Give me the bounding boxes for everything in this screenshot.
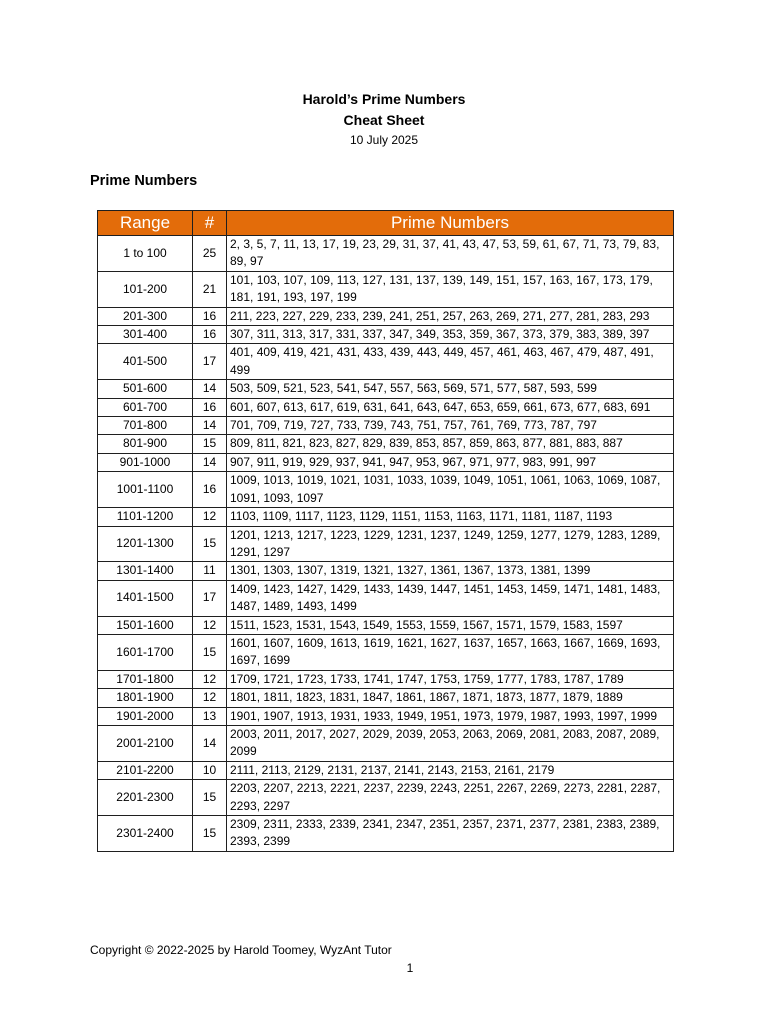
table-row [98, 761, 674, 779]
table-row [98, 344, 674, 380]
count-cell: 14 [193, 453, 227, 471]
primes-cell: 907, 911, 919, 929, 937, 941, 947, 953, 967, 971, 977, 983, 991, 997 [227, 453, 674, 471]
table-row [98, 417, 674, 435]
column-header-count: # [193, 211, 227, 236]
count-cell: 16 [193, 472, 227, 508]
count-cell: 15 [193, 780, 227, 816]
count-cell: 14 [193, 417, 227, 435]
primes-cell: 401, 409, 419, 421, 431, 433, 439, 443, 449, 457, 461, 463, 467, 479, 487, 491, 499 [227, 344, 674, 380]
primes-cell: 2, 3, 5, 7, 11, 13, 17, 19, 23, 29, 31, 37, 41, 43, 47, 53, 59, 61, 67, 71, 73, 79, 83, 89, 97 [227, 236, 674, 272]
count-cell: 13 [193, 707, 227, 725]
count-cell: 12 [193, 616, 227, 634]
range-cell: 1401-1500 [98, 580, 193, 616]
primes-cell: 2203, 2207, 2213, 2221, 2237, 2239, 2243, 2251, 2267, 2269, 2273, 2281, 2287, 2293, 2297 [227, 780, 674, 816]
table-row [98, 580, 674, 616]
count-cell: 12 [193, 689, 227, 707]
table-row [98, 670, 674, 688]
table-row [98, 236, 674, 272]
range-cell: 1601-1700 [98, 634, 193, 670]
table-row [98, 725, 674, 761]
table-row [98, 398, 674, 416]
count-cell: 17 [193, 580, 227, 616]
count-cell: 12 [193, 670, 227, 688]
primes-cell: 211, 223, 227, 229, 233, 239, 241, 251, 257, 263, 269, 271, 277, 281, 283, 293 [227, 307, 674, 325]
table-row [98, 526, 674, 562]
range-cell: 601-700 [98, 398, 193, 416]
range-cell: 1201-1300 [98, 526, 193, 562]
primes-cell: 1301, 1303, 1307, 1319, 1321, 1327, 1361, 1367, 1373, 1381, 1399 [227, 562, 674, 580]
primes-cell: 1103, 1109, 1117, 1123, 1129, 1151, 1153, 1163, 1171, 1181, 1187, 1193 [227, 508, 674, 526]
range-cell: 1501-1600 [98, 616, 193, 634]
range-cell: 801-900 [98, 435, 193, 453]
primes-cell: 307, 311, 313, 317, 331, 337, 347, 349, 353, 359, 367, 373, 379, 383, 389, 397 [227, 326, 674, 344]
count-cell: 16 [193, 398, 227, 416]
document-subtitle: Cheat Sheet [343, 112, 425, 128]
table-row [98, 508, 674, 526]
table-row [98, 634, 674, 670]
primes-cell: 1801, 1811, 1823, 1831, 1847, 1861, 1867, 1871, 1873, 1877, 1879, 1889 [227, 689, 674, 707]
range-cell: 401-500 [98, 344, 193, 380]
count-cell: 10 [193, 761, 227, 779]
primes-cell: 503, 509, 521, 523, 541, 547, 557, 563, 569, 571, 577, 587, 593, 599 [227, 380, 674, 398]
range-cell: 2101-2200 [98, 761, 193, 779]
count-cell: 14 [193, 380, 227, 398]
primes-cell: 809, 811, 821, 823, 827, 829, 839, 853, 857, 859, 863, 877, 881, 883, 887 [227, 435, 674, 453]
document-date: 10 July 2025 [349, 133, 419, 147]
primes-cell: 1709, 1721, 1723, 1733, 1741, 1747, 1753, 1759, 1777, 1783, 1787, 1789 [227, 670, 674, 688]
primes-cell: 1601, 1607, 1609, 1613, 1619, 1621, 1627, 1637, 1657, 1663, 1667, 1669, 1693, 1697, 1699 [227, 634, 674, 670]
table-row [98, 689, 674, 707]
table-row [98, 326, 674, 344]
range-cell: 301-400 [98, 326, 193, 344]
range-cell: 2201-2300 [98, 780, 193, 816]
range-cell: 1001-1100 [98, 472, 193, 508]
range-cell: 1901-2000 [98, 707, 193, 725]
primes-cell: 101, 103, 107, 109, 113, 127, 131, 137, 139, 149, 151, 157, 163, 167, 173, 179, 181, 191, 193, 197, 199 [227, 271, 674, 307]
primes-cell: 1409, 1423, 1427, 1429, 1433, 1439, 1447, 1451, 1453, 1459, 1471, 1481, 1483, 1487, 1489, 1493, 1499 [227, 580, 674, 616]
count-cell: 16 [193, 307, 227, 325]
count-cell: 12 [193, 508, 227, 526]
count-cell: 17 [193, 344, 227, 380]
table-row [98, 307, 674, 325]
table-row [98, 780, 674, 816]
count-cell: 15 [193, 634, 227, 670]
column-header-primes: Prime Numbers [227, 211, 674, 236]
table-row [98, 271, 674, 307]
table-row [98, 707, 674, 725]
page-number: 1 [406, 961, 414, 975]
primes-cell: 1901, 1907, 1913, 1931, 1933, 1949, 1951, 1973, 1979, 1987, 1993, 1997, 1999 [227, 707, 674, 725]
count-cell: 15 [193, 816, 227, 852]
range-cell: 1301-1400 [98, 562, 193, 580]
prime-numbers-table [97, 210, 674, 852]
range-cell: 701-800 [98, 417, 193, 435]
count-cell: 14 [193, 725, 227, 761]
count-cell: 15 [193, 435, 227, 453]
primes-cell: 2309, 2311, 2333, 2339, 2341, 2347, 2351, 2357, 2371, 2377, 2381, 2383, 2389, 2393, 2399 [227, 816, 674, 852]
primes-cell: 1511, 1523, 1531, 1543, 1549, 1553, 1559, 1567, 1571, 1579, 1583, 1597 [227, 616, 674, 634]
table-row [98, 816, 674, 852]
primes-cell: 1201, 1213, 1217, 1223, 1229, 1231, 1237, 1249, 1259, 1277, 1279, 1283, 1289, 1291, 1297 [227, 526, 674, 562]
primes-cell: 2003, 2011, 2017, 2027, 2029, 2039, 2053, 2063, 2069, 2081, 2083, 2087, 2089, 2099 [227, 725, 674, 761]
table-header-row [98, 211, 674, 236]
table-row [98, 435, 674, 453]
column-header-range: Range [98, 211, 193, 236]
range-cell: 501-600 [98, 380, 193, 398]
primes-cell: 601, 607, 613, 617, 619, 631, 641, 643, 647, 653, 659, 661, 673, 677, 683, 691 [227, 398, 674, 416]
range-cell: 1 to 100 [98, 236, 193, 272]
count-cell: 15 [193, 526, 227, 562]
copyright-notice: Copyright © 2022-2025 by Harold Toomey, WyzAnt Tutor [90, 943, 392, 957]
table-row [98, 562, 674, 580]
range-cell: 201-300 [98, 307, 193, 325]
range-cell: 1701-1800 [98, 670, 193, 688]
count-cell: 25 [193, 236, 227, 272]
range-cell: 1801-1900 [98, 689, 193, 707]
table-row [98, 380, 674, 398]
document-title: Harold’s Prime Numbers [302, 91, 466, 107]
range-cell: 1101-1200 [98, 508, 193, 526]
count-cell: 11 [193, 562, 227, 580]
count-cell: 16 [193, 326, 227, 344]
section-heading: Prime Numbers [90, 173, 198, 189]
range-cell: 901-1000 [98, 453, 193, 471]
range-cell: 101-200 [98, 271, 193, 307]
range-cell: 2301-2400 [98, 816, 193, 852]
count-cell: 21 [193, 271, 227, 307]
primes-cell: 2111, 2113, 2129, 2131, 2137, 2141, 2143, 2153, 2161, 2179 [227, 761, 674, 779]
primes-cell: 1009, 1013, 1019, 1021, 1031, 1033, 1039, 1049, 1051, 1061, 1063, 1069, 1087, 1091, 1093, 1097 [227, 472, 674, 508]
primes-cell: 701, 709, 719, 727, 733, 739, 743, 751, 757, 761, 769, 773, 787, 797 [227, 417, 674, 435]
table-row [98, 616, 674, 634]
table-row [98, 453, 674, 471]
range-cell: 2001-2100 [98, 725, 193, 761]
table-row [98, 472, 674, 508]
